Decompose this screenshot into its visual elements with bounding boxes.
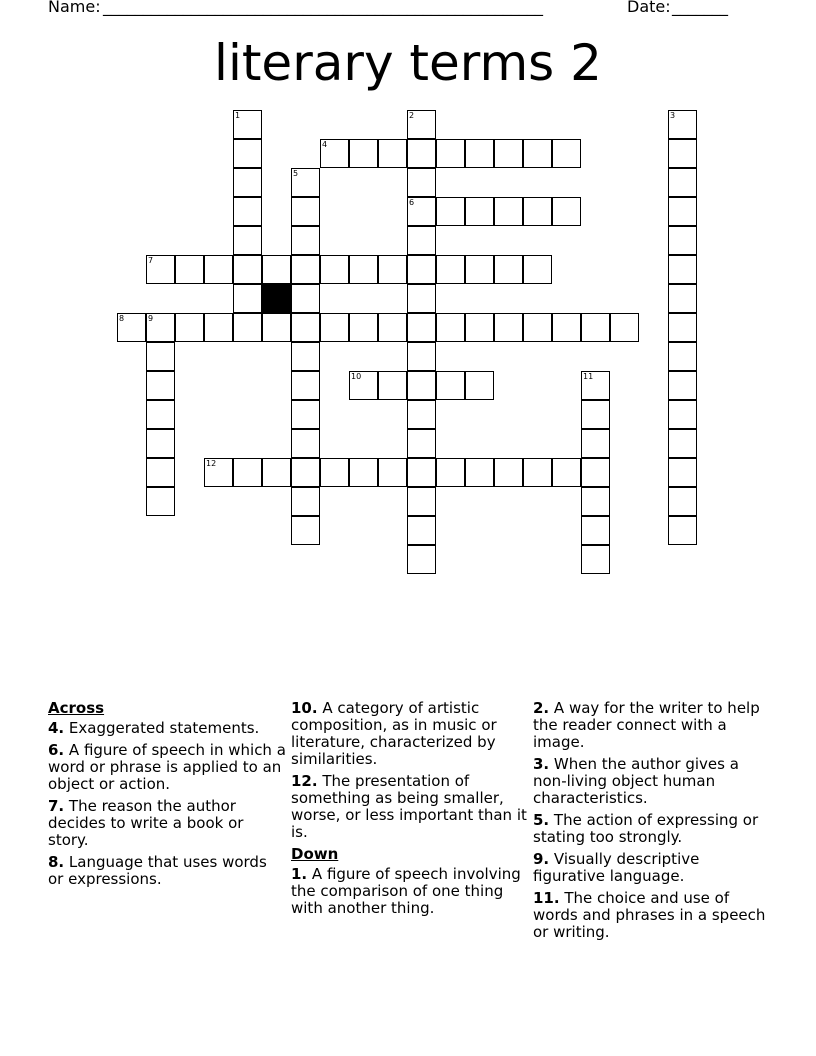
grid-cell[interactable] — [291, 197, 320, 226]
grid-cell[interactable] — [146, 458, 175, 487]
grid-cell[interactable] — [349, 371, 378, 400]
grid-cell[interactable] — [146, 313, 175, 342]
grid-cell[interactable] — [146, 255, 175, 284]
clues-column-2 — [291, 700, 529, 922]
grid-cell[interactable] — [436, 371, 465, 400]
grid-cell[interactable] — [668, 226, 697, 255]
grid-cell[interactable] — [465, 313, 494, 342]
grid-cell[interactable] — [610, 313, 639, 342]
grid-cell[interactable] — [668, 284, 697, 313]
grid-cell[interactable] — [668, 400, 697, 429]
grid-cell[interactable] — [407, 313, 436, 342]
grid-cell[interactable] — [465, 255, 494, 284]
clue-across-8 — [48, 854, 286, 888]
grid-cell[interactable] — [407, 139, 436, 168]
grid-cell[interactable] — [407, 545, 436, 574]
grid-cell[interactable] — [668, 168, 697, 197]
clue-across-10 — [291, 700, 529, 768]
clue-down-9 — [533, 851, 771, 885]
grid-cell[interactable] — [436, 255, 465, 284]
grid-cell[interactable] — [117, 313, 146, 342]
clue-number-label: 12 — [206, 459, 217, 468]
grid-cell[interactable] — [233, 197, 262, 226]
grid-cell[interactable] — [668, 371, 697, 400]
clue-number-label: 9 — [148, 314, 154, 323]
clue-number-label: 10 — [351, 372, 362, 381]
grid-cell[interactable] — [407, 255, 436, 284]
clue-down-2 — [533, 700, 771, 751]
black-cell — [262, 284, 291, 313]
grid-cell[interactable] — [378, 139, 407, 168]
clue-down-3 — [533, 756, 771, 807]
grid-cell[interactable] — [204, 255, 233, 284]
grid-cell[interactable] — [233, 226, 262, 255]
clue-number: 5. — [533, 811, 550, 829]
grid-cell[interactable] — [552, 458, 581, 487]
grid-cell[interactable] — [291, 168, 320, 197]
clue-number-label: 2 — [409, 111, 415, 120]
grid-cell[interactable] — [407, 487, 436, 516]
grid-cell[interactable] — [407, 110, 436, 139]
grid-cell[interactable] — [175, 255, 204, 284]
grid-cell[interactable] — [233, 168, 262, 197]
grid-cell[interactable] — [494, 458, 523, 487]
grid-cell[interactable] — [320, 139, 349, 168]
grid-cell[interactable] — [523, 255, 552, 284]
grid-cell[interactable] — [581, 516, 610, 545]
grid-cell[interactable] — [291, 342, 320, 371]
clue-text: The action of expressing or stating too strongly. — [533, 811, 759, 846]
down-heading: Down — [291, 845, 339, 863]
grid-cell[interactable] — [581, 371, 610, 400]
clue-text: The reason the author decides to write a book or story. — [48, 797, 244, 849]
across-heading: Across — [48, 699, 105, 717]
grid-cell[interactable] — [407, 400, 436, 429]
grid-cell[interactable] — [407, 284, 436, 313]
clue-text: Visually descriptive figurative language. — [533, 850, 700, 885]
grid-cell[interactable] — [262, 255, 291, 284]
grid-cell[interactable] — [262, 313, 291, 342]
grid-cell[interactable] — [552, 313, 581, 342]
clue-number: 12. — [291, 772, 318, 790]
clue-number-label: 3 — [670, 111, 676, 120]
grid-cell[interactable] — [407, 226, 436, 255]
grid-cell[interactable] — [494, 197, 523, 226]
clue-number: 1. — [291, 865, 308, 883]
clue-number-label: 8 — [119, 314, 125, 323]
clue-across-6 — [48, 742, 286, 793]
date-label: Date: — [627, 0, 671, 16]
clue-number: 4. — [48, 719, 65, 737]
grid-cell[interactable] — [668, 516, 697, 545]
grid-cell[interactable] — [668, 110, 697, 139]
clue-number: 10. — [291, 699, 318, 717]
clue-text: Exaggerated statements. — [68, 719, 260, 737]
grid-cell[interactable] — [204, 458, 233, 487]
grid-cell[interactable] — [581, 487, 610, 516]
clue-text: The choice and use of words and phrases in a speech or writing. — [533, 889, 766, 941]
page-title: literary terms 2 — [214, 34, 602, 92]
grid-cell[interactable] — [262, 458, 291, 487]
clue-number-label: 1 — [235, 111, 241, 120]
grid-cell[interactable] — [320, 255, 349, 284]
clues-column-1 — [48, 700, 286, 893]
grid-cell[interactable] — [436, 197, 465, 226]
clue-down-11 — [533, 890, 771, 941]
grid-cell[interactable] — [407, 168, 436, 197]
grid-cell[interactable] — [146, 400, 175, 429]
grid-cell[interactable] — [349, 139, 378, 168]
grid-cell[interactable] — [233, 110, 262, 139]
grid-cell[interactable] — [233, 255, 262, 284]
clues-column-3 — [533, 700, 771, 946]
grid-cell[interactable] — [465, 197, 494, 226]
clue-number: 11. — [533, 889, 560, 907]
grid-cell[interactable] — [668, 429, 697, 458]
grid-cell[interactable] — [436, 458, 465, 487]
grid-cell[interactable] — [465, 458, 494, 487]
clue-text: When the author gives a non-living object human characteristics. — [533, 755, 739, 807]
clue-number: 8. — [48, 853, 65, 871]
clue-number-label: 4 — [322, 140, 328, 149]
grid-cell[interactable] — [291, 487, 320, 516]
grid-cell[interactable] — [407, 371, 436, 400]
grid-cell[interactable] — [668, 487, 697, 516]
clue-number-label: 6 — [409, 198, 415, 207]
grid-cell[interactable] — [320, 458, 349, 487]
grid-cell[interactable] — [523, 139, 552, 168]
grid-cell[interactable] — [668, 139, 697, 168]
grid-cell[interactable] — [523, 197, 552, 226]
grid-cell[interactable] — [407, 197, 436, 226]
grid-cell[interactable] — [523, 313, 552, 342]
grid-cell[interactable] — [494, 313, 523, 342]
clue-text: A category of artistic composition, as in music or literature, characterized by similarities. — [291, 699, 497, 768]
grid-cell[interactable] — [523, 458, 552, 487]
grid-cell[interactable] — [233, 458, 262, 487]
clue-number-label: 7 — [148, 256, 154, 265]
clue-number: 2. — [533, 699, 550, 717]
grid-cell[interactable] — [291, 284, 320, 313]
grid-cell[interactable] — [291, 371, 320, 400]
grid-cell[interactable] — [291, 429, 320, 458]
grid-cell[interactable] — [291, 400, 320, 429]
grid-cell[interactable] — [378, 371, 407, 400]
grid-cell[interactable] — [291, 226, 320, 255]
grid-cell[interactable] — [146, 429, 175, 458]
grid-cell[interactable] — [233, 284, 262, 313]
grid-cell[interactable] — [494, 139, 523, 168]
clue-text: A figure of speech involving the comparison of one thing with another thing. — [291, 865, 521, 917]
grid-cell[interactable] — [233, 139, 262, 168]
grid-cell[interactable] — [581, 545, 610, 574]
clue-down-5 — [533, 812, 771, 846]
grid-cell[interactable] — [436, 139, 465, 168]
grid-cell[interactable] — [407, 342, 436, 371]
clue-across-7 — [48, 798, 286, 849]
grid-cell[interactable] — [581, 429, 610, 458]
clue-text: A way for the writer to help the reader connect with a image. — [533, 699, 760, 751]
grid-cell[interactable] — [320, 313, 349, 342]
grid-cell[interactable] — [146, 371, 175, 400]
grid-cell[interactable] — [668, 197, 697, 226]
grid-cell[interactable] — [349, 458, 378, 487]
grid-cell[interactable] — [349, 255, 378, 284]
grid-cell[interactable] — [291, 458, 320, 487]
grid-cell[interactable] — [668, 458, 697, 487]
grid-cell[interactable] — [291, 255, 320, 284]
clue-number-label: 11 — [583, 372, 594, 381]
grid-cell[interactable] — [552, 197, 581, 226]
clue-down-1 — [291, 866, 529, 917]
clue-text: Language that uses words or expressions. — [48, 853, 267, 888]
clue-number: 7. — [48, 797, 65, 815]
grid-cell[interactable] — [552, 139, 581, 168]
grid-cell[interactable] — [146, 487, 175, 516]
clue-number: 6. — [48, 741, 65, 759]
grid-cell[interactable] — [494, 255, 523, 284]
grid-cell[interactable] — [581, 400, 610, 429]
grid-cell[interactable] — [378, 313, 407, 342]
grid-cell[interactable] — [581, 313, 610, 342]
grid-cell[interactable] — [349, 313, 378, 342]
name-line[interactable]: _______________________________________________________ — [103, 0, 543, 16]
grid-cell[interactable] — [233, 313, 262, 342]
grid-cell[interactable] — [465, 371, 494, 400]
grid-cell[interactable] — [378, 255, 407, 284]
grid-cell[interactable] — [378, 458, 407, 487]
grid-cell[interactable] — [668, 255, 697, 284]
clue-number: 3. — [533, 755, 550, 773]
clue-text: The presentation of something as being smaller, worse, or less important than it is. — [291, 772, 527, 841]
grid-cell[interactable] — [291, 313, 320, 342]
grid-cell[interactable] — [407, 458, 436, 487]
clue-number: 9. — [533, 850, 550, 868]
grid-cell[interactable] — [407, 429, 436, 458]
name-label: Name: — [48, 0, 101, 16]
grid-cell[interactable] — [668, 342, 697, 371]
clue-across-4 — [48, 720, 286, 737]
grid-cell[interactable] — [204, 313, 233, 342]
grid-cell[interactable] — [581, 458, 610, 487]
grid-cell[interactable] — [175, 313, 204, 342]
date-line[interactable]: _______ — [672, 0, 728, 16]
clue-across-12 — [291, 773, 529, 841]
grid-cell[interactable] — [465, 139, 494, 168]
grid-cell[interactable] — [146, 342, 175, 371]
grid-cell[interactable] — [436, 313, 465, 342]
grid-cell[interactable] — [407, 516, 436, 545]
clue-number-label: 5 — [293, 169, 299, 178]
clue-text: A figure of speech in which a word or phrase is applied to an object or action. — [48, 741, 286, 793]
grid-cell[interactable] — [291, 516, 320, 545]
grid-cell[interactable] — [668, 313, 697, 342]
